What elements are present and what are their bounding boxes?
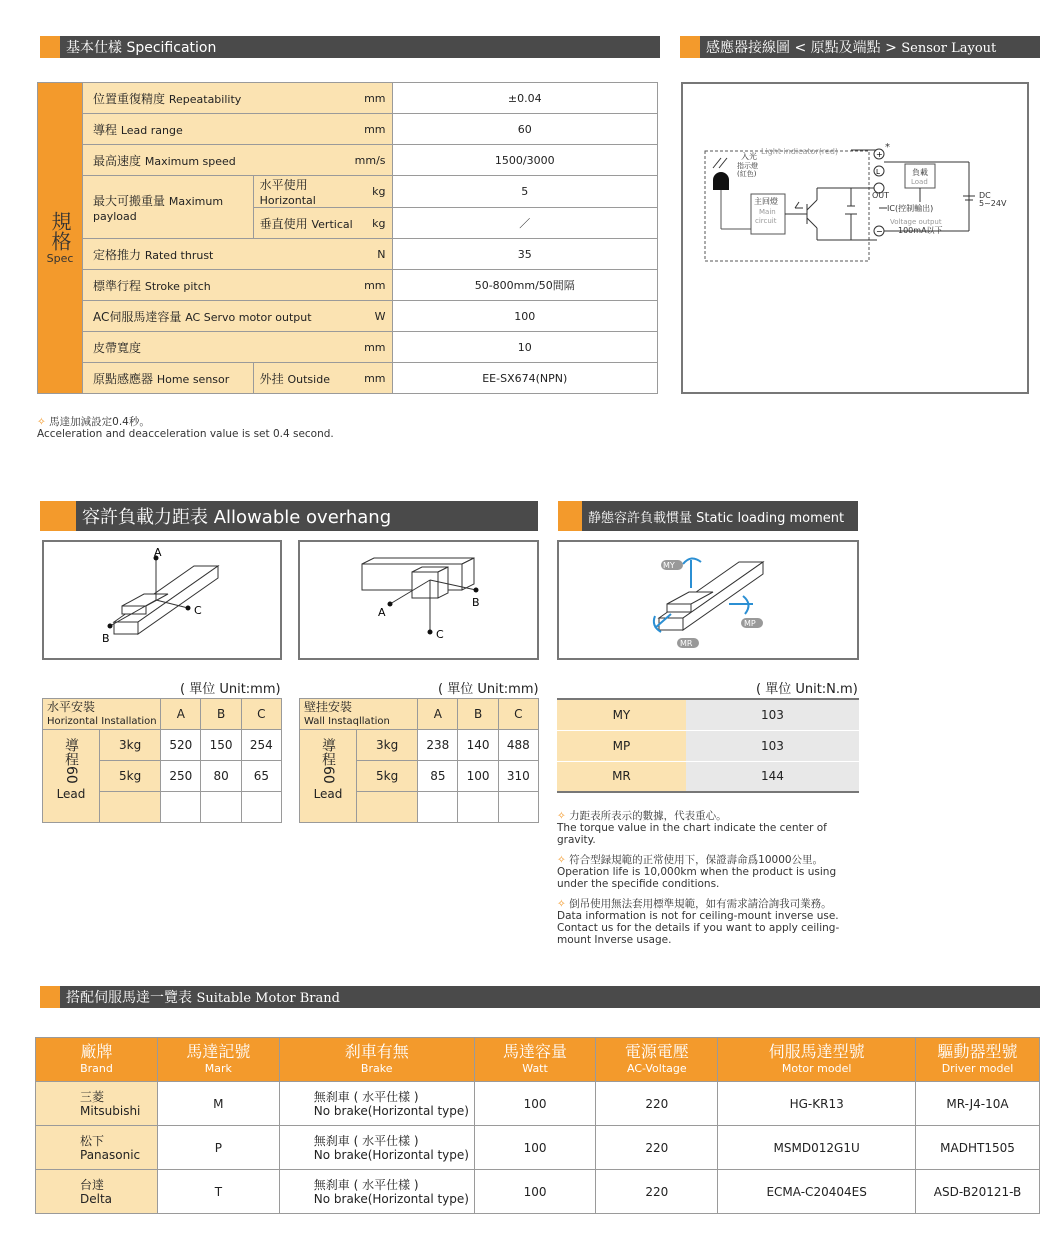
motor-section-bar [40, 986, 1040, 1008]
svg-text:−: − [876, 227, 883, 236]
row-value: EE-SX674(NPN) [392, 363, 657, 394]
sub-label-zh: 垂直使用 [259, 216, 308, 231]
overhang-section-bar [40, 501, 538, 531]
dc-range: 5~24V [979, 199, 1007, 208]
lead-zh: 導程60 [63, 738, 79, 784]
sensor-dashed-frame [705, 151, 869, 261]
table-row [36, 1082, 1040, 1126]
brake-en: No brake(Horizontal type) [313, 1147, 469, 1162]
light-label-en: Light indicator(red) [761, 147, 839, 156]
svg-text:L: L [876, 168, 880, 176]
voltage-cell: 220 [596, 1082, 718, 1126]
svg-text:+: + [876, 150, 883, 159]
mark-cell: P [157, 1126, 279, 1170]
value-cell: 100 [458, 761, 498, 792]
note-zh: 倒吊使用無法套用標準規範，如有需求請洽詢我司業務。 [569, 898, 832, 910]
lead-en: Lead [313, 786, 343, 801]
row-label-zh: 標準行程 [93, 278, 142, 293]
sensor-title-zh: 感應器接線圖 [706, 40, 790, 56]
horizontal-table [42, 698, 282, 823]
value-cell: 520 [161, 730, 201, 761]
watt-cell: 100 [474, 1126, 596, 1170]
note-zh: 力距表所表示的數據，代表重心。 [569, 810, 727, 822]
wall-cat-zh: 壁挂安裝 [304, 699, 353, 714]
row-value: 60 [392, 114, 657, 145]
row-value: ±0.04 [392, 83, 657, 114]
static-moment-diagram [559, 542, 857, 658]
value-cell: 65 [241, 761, 281, 792]
lead-zh: 導程60 [320, 738, 336, 784]
overhang-a-label: A [154, 546, 162, 559]
spec-section-bar [40, 36, 660, 58]
sub-label-zh: 水平使用 [259, 178, 308, 192]
brake-zh: 無刹車 ( 水平仕樣 ) [313, 1133, 419, 1148]
row-unit: W [355, 301, 392, 332]
motor-model-cell: MSMD012G1U [718, 1126, 916, 1170]
wall-cat-en: Wall Instaqllation [304, 715, 390, 727]
row-value: 35 [392, 239, 657, 270]
brake-en: No brake(Horizontal type) [313, 1103, 469, 1118]
header-watt: 馬達容量 Watt [474, 1038, 596, 1082]
led-symbol [713, 172, 751, 229]
overhang-unit-label-2: ( 單位 Unit:mm) [438, 682, 539, 697]
row-label-en: Repeatability [168, 92, 242, 106]
row-value: ／ [392, 208, 657, 239]
load-cell [357, 792, 418, 823]
row-value: 100 [392, 301, 657, 332]
horizontal-cat-en: Horizontal Installation [47, 715, 157, 727]
row-value: 5 [392, 176, 657, 208]
value-cell: 250 [161, 761, 201, 792]
row-label-zh: 皮帶寬度 [93, 340, 142, 355]
row-label-en: Maximum payload [93, 194, 224, 223]
row-value: 1500/3000 [392, 145, 657, 176]
brake-en: No brake(Horizontal type) [313, 1191, 469, 1206]
col-header: B [201, 699, 241, 730]
my-label: MY [663, 561, 675, 570]
brand-zh: 松下 [80, 1133, 105, 1148]
light-label-zh3: (紅色) [737, 170, 757, 178]
moment-value: 144 [686, 761, 859, 792]
sensor-diagram-box [681, 82, 1029, 394]
header-brake: 刹車有無 Brake [279, 1038, 474, 1082]
main-circuit-en2: circuit [755, 217, 777, 225]
sub-label-en: Vertical [311, 217, 353, 231]
value-cell: 150 [201, 730, 241, 761]
mark-cell: M [157, 1082, 279, 1126]
sub-label-en: Horizontal [259, 194, 316, 207]
moment-value: 103 [686, 730, 859, 761]
static-section-bar [558, 501, 858, 531]
horizontal-install-diagram [44, 542, 280, 658]
sub-label-en: Outside [287, 372, 330, 386]
row-unit: mm [355, 270, 392, 301]
row-unit: mm/s [355, 145, 392, 176]
light-arrows-icon [713, 158, 727, 168]
voltage-cell: 220 [596, 1126, 718, 1170]
brand-en: Mitsubishi [80, 1103, 141, 1118]
row-label-en: Home sensor [156, 372, 230, 386]
header-motor-model: 伺服馬達型號 Motor model [718, 1038, 916, 1082]
note-zh: 符合型録規範的正常使用下，保證壽命爲10000公里。 [569, 854, 824, 866]
spec-note-zh: 馬達加減設定0.4秒。 [49, 416, 150, 428]
value-cell: 488 [498, 730, 538, 761]
wall-b-label: B [472, 596, 480, 609]
row-unit: mm [355, 332, 392, 363]
sub-label-zh: 外挂 [259, 371, 284, 386]
sensor-title-bracket: 原點及端點 [810, 40, 881, 56]
load-cell: 5kg [100, 761, 161, 792]
table-row [36, 1126, 1040, 1170]
static-title-en: Static loading moment [696, 510, 845, 526]
spec-note: ✧ 馬達加減設定0.4秒。 Acceleration and deacceleration value is set 0.4 second. [37, 416, 334, 440]
wall-a-label: A [378, 606, 386, 619]
driver-model-cell: MR-J4-10A [916, 1082, 1040, 1126]
header-mark: 馬達記號 Mark [157, 1038, 279, 1082]
row-label-zh: 原點感應器 [93, 371, 154, 386]
static-unit-label: ( 單位 Unit:N.m) [756, 682, 858, 697]
brake-zh: 無刹車 ( 水平仕樣 ) [313, 1177, 419, 1192]
transistor-symbol [785, 188, 817, 240]
spec-table [37, 82, 658, 394]
row-unit: kg [355, 208, 392, 239]
light-label-zh: 入光 [741, 152, 757, 161]
value-cell [498, 792, 538, 823]
sensor-title-en: Sensor Layout [901, 41, 997, 56]
note-en: Data information is not for ceiling-mount inverse use. Contact us for the details if you want to apply ceiling-mount Inverse usage. [557, 910, 840, 946]
sensor-section-bar: 感應器接線圖 < 原點及端點 > Sensor Layout [680, 36, 1040, 58]
row-label-zh: 導程 [93, 122, 118, 137]
col-header: C [498, 699, 538, 730]
header-brand: 廠牌 Brand [36, 1038, 158, 1082]
load-zh: 負載 [912, 168, 928, 177]
value-cell [418, 792, 458, 823]
row-value: 50-800mm/50間隔 [392, 270, 657, 301]
vout-label: Voltage output [890, 218, 942, 226]
spec-side-zh: 規格 [48, 211, 72, 251]
ma-label: 100mA以下 [898, 226, 943, 235]
ic-label: IC(控制輸出) [887, 204, 934, 213]
overhang-unit-label-1: ( 單位 Unit:mm) [180, 682, 281, 697]
horizontal-cat-zh: 水平安裝 [47, 699, 96, 714]
header-driver-model: 驅動器型號 Driver model [916, 1038, 1040, 1082]
motor-model-cell: ECMA-C20404ES [718, 1170, 916, 1214]
row-label-en: AC Servo motor output [185, 310, 312, 324]
row-unit: mm [355, 114, 392, 145]
motor-table [35, 1037, 1040, 1214]
col-header: A [418, 699, 458, 730]
row-label-en: Stroke pitch [144, 279, 211, 293]
col-header: A [161, 699, 201, 730]
light-label-zh2: 指示燈 [737, 162, 758, 170]
out-label: OUT [872, 191, 890, 200]
dc-label: DC [979, 191, 991, 200]
row-unit: N [355, 239, 392, 270]
watt-cell: 100 [474, 1170, 596, 1214]
value-cell [241, 792, 281, 823]
overhang-title-zh: 容許負載力距表 [82, 507, 208, 528]
moment-value: 103 [686, 699, 859, 730]
value-cell: 238 [418, 730, 458, 761]
spec-title-en: Specification [126, 40, 217, 56]
row-unit: mm [355, 83, 392, 114]
value-cell: 254 [241, 730, 281, 761]
spec-title-zh: 基本仕樣 [66, 40, 122, 56]
load-cell [100, 792, 161, 823]
row-label-en: Maximum speed [144, 154, 236, 168]
main-circuit-en1: Main [759, 208, 776, 216]
row-label-en: Lead range [120, 123, 183, 137]
spec-note-en: Acceleration and deacceleration value is set 0.4 second. [37, 428, 334, 440]
row-label-zh: 定格推力 [93, 247, 142, 262]
mp-label: MP [744, 619, 756, 628]
static-table [557, 698, 859, 793]
note-en: The torque value in the chart indicate the center of gravity. [557, 822, 827, 846]
driver-model-cell: MADHT1505 [916, 1126, 1040, 1170]
brand-en: Panasonic [80, 1147, 141, 1162]
brand-zh: 台達 [80, 1177, 105, 1192]
wall-install-diagram [300, 542, 537, 658]
row-label-zh: AC伺服馬達容量 [93, 309, 182, 324]
value-cell [201, 792, 241, 823]
row-unit: mm [355, 363, 392, 394]
spec-side-en: Spec [46, 252, 74, 265]
row-label-zh: 最大可搬重量 [93, 193, 166, 208]
moment-key: MP [557, 730, 686, 761]
overhang-title-en: Allowable overhang [213, 507, 392, 528]
motor-model-cell: HG-KR13 [718, 1082, 916, 1126]
star-mark: * [885, 142, 890, 153]
row-value: 10 [392, 332, 657, 363]
row-label-zh: 最高速度 [93, 153, 142, 168]
horizontal-diagram-box [42, 540, 282, 660]
header-voltage: 電源電壓 AC-Voltage [596, 1038, 718, 1082]
wall-diagram-box [298, 540, 539, 660]
voltage-cell: 220 [596, 1170, 718, 1214]
value-cell: 85 [418, 761, 458, 792]
static-diagram-box [557, 540, 859, 660]
moment-key: MR [557, 761, 686, 792]
table-row [36, 1170, 1040, 1214]
driver-model-cell: ASD-B20121-B [916, 1170, 1040, 1214]
load-cell: 5kg [357, 761, 418, 792]
mr-label: MR [680, 639, 693, 648]
wall-c-label: C [436, 628, 444, 641]
sensor-wiring-diagram [683, 84, 1027, 392]
value-cell: 140 [458, 730, 498, 761]
moment-key: MY [557, 699, 686, 730]
mark-cell: T [157, 1170, 279, 1214]
row-label-zh: 位置重復精度 [93, 91, 166, 106]
brand-zh: 三菱 [80, 1089, 105, 1104]
value-cell: 310 [498, 761, 538, 792]
spec-side [38, 83, 83, 394]
zener-symbol [845, 188, 857, 240]
load-en: Load [911, 178, 928, 186]
load-cell: 3kg [100, 730, 161, 761]
lead-en: Lead [56, 786, 86, 801]
row-unit: kg [355, 176, 392, 208]
value-cell [458, 792, 498, 823]
overhang-c-label: C [194, 604, 202, 617]
motor-title-zh: 搭配伺服馬達一覽表 [66, 990, 192, 1006]
col-header: B [458, 699, 498, 730]
row-label-en: Rated thrust [144, 248, 214, 262]
value-cell [161, 792, 201, 823]
note-en: Operation life is 10,000km when the product is using under the specifide conditions. [557, 866, 837, 890]
brake-zh: 無刹車 ( 水平仕樣 ) [313, 1089, 419, 1104]
static-notes: ✧ 力距表所表示的數據，代表重心。 The torque value in the chart indicate the center of gravity. ✧ 符合型録規範的正常使用下，保證壽命爲10000公里。 Operation life is 10,000km when the product is using under the specifide conditions. ✧ 倒吊使用無法套用標準規範，如有需求請洽詢我司業務。 Data information is not for ceiling-mount inverse use. Contact us for the details if you want to apply ceiling-mount Inverse usage. [557, 810, 840, 946]
watt-cell: 100 [474, 1082, 596, 1126]
overhang-b-label: B [102, 632, 110, 645]
value-cell: 80 [201, 761, 241, 792]
load-cell: 3kg [357, 730, 418, 761]
main-circuit-zh: 主回燈 [754, 197, 778, 206]
static-title-zh: 静態容許負載慣量 [588, 510, 693, 526]
brand-en: Delta [80, 1191, 113, 1206]
wall-table [299, 698, 539, 823]
col-header: C [241, 699, 281, 730]
motor-title-en: Suitable Motor Brand [196, 991, 340, 1006]
